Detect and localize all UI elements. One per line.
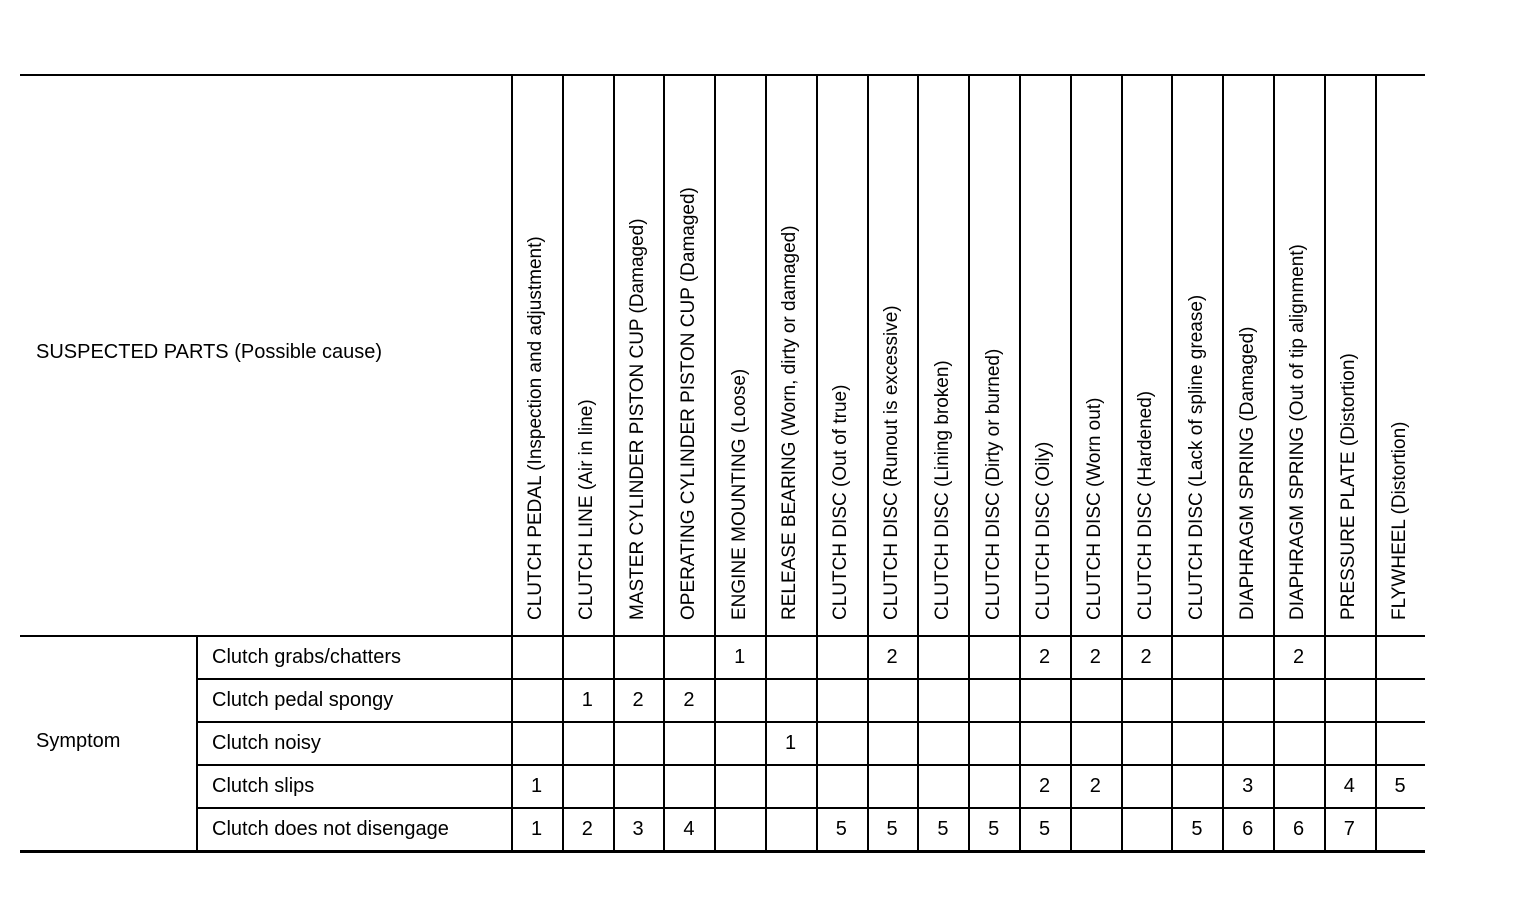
table-cell-value: 4	[1343, 774, 1355, 797]
table-cell-value: 5	[1394, 774, 1406, 797]
table-cell-value: 2	[1140, 645, 1152, 668]
column-divider	[1222, 74, 1224, 851]
column-divider	[968, 74, 970, 851]
column-header: RELEASE BEARING (Worn, dirty or damaged)	[779, 225, 801, 620]
header-bottom-border	[20, 635, 1425, 637]
table-cell-value: 3	[1242, 774, 1254, 797]
column-divider	[562, 74, 564, 851]
symptom-group-label: Symptom	[36, 730, 121, 752]
table-cell-value: 2	[683, 688, 695, 711]
column-divider	[511, 74, 513, 851]
column-header: DIAPHRAGM SPRING (Damaged)	[1236, 326, 1258, 620]
column-header: OPERATING CYLINDER PISTON CUP (Damaged)	[677, 187, 699, 620]
table-cell-value: 5	[988, 818, 1000, 840]
table-cell-value: 5	[835, 818, 847, 840]
table-cell-value: 2	[1089, 645, 1101, 668]
column-divider	[714, 74, 716, 851]
column-header: CLUTCH PEDAL (Inspection and adjustment)	[525, 236, 547, 620]
table-cell-value: 5	[886, 818, 898, 840]
symptom-label: Clutch does not disengage	[212, 818, 449, 840]
column-divider	[917, 74, 919, 851]
table-cell-value: 1	[784, 731, 797, 754]
column-divider	[1070, 74, 1072, 851]
table-top-border	[20, 74, 1425, 76]
table-cell-value: 1	[530, 818, 543, 840]
column-divider	[613, 74, 615, 851]
symptom-column-divider	[196, 635, 198, 851]
row-divider	[196, 721, 1425, 723]
table-cell-value: 2	[1038, 645, 1051, 668]
column-header: CLUTCH DISC (Oily)	[1033, 441, 1055, 620]
table-cell-value: 1	[734, 645, 746, 668]
column-divider	[1273, 74, 1275, 851]
column-header: CLUTCH DISC (Lack of spline grease)	[1185, 294, 1207, 620]
table-cell-value: 1	[581, 688, 593, 711]
column-header: FLYWHEEL (Distortion)	[1389, 421, 1410, 620]
table-cell-value: 2	[1038, 774, 1051, 797]
column-header: CLUTCH LINE (Air in line)	[576, 399, 598, 620]
column-header: DIAPHRAGM SPRING (Out of tip alignment)	[1287, 244, 1309, 620]
column-divider	[663, 74, 665, 851]
column-header: CLUTCH DISC (Runout is excessive)	[881, 305, 902, 620]
symptom-label: Clutch pedal spongy	[212, 688, 394, 711]
table-bottom-border	[20, 850, 1425, 853]
table-cell-value: 6	[1242, 818, 1254, 840]
row-divider	[196, 678, 1425, 680]
suspected-parts-header: SUSPECTED PARTS (Possible cause)	[36, 341, 383, 363]
table-cell-value: 6	[1292, 818, 1305, 840]
table-cell-value: 1	[530, 774, 543, 797]
symptom-label: Clutch grabs/chatters	[212, 645, 401, 668]
table-cell-value: 3	[632, 818, 644, 840]
symptom-label: Clutch slips	[212, 774, 315, 797]
table-cell-value: 5	[937, 818, 949, 840]
row-divider	[196, 807, 1425, 809]
column-divider	[1019, 74, 1021, 851]
column-header: CLUTCH DISC (Lining broken)	[931, 360, 953, 620]
column-divider	[1324, 74, 1326, 851]
column-header: PRESSURE PLATE (Distortion)	[1338, 353, 1360, 620]
column-header: CLUTCH DISC (Out of true)	[830, 384, 852, 620]
table-cell-value: 2	[632, 688, 644, 711]
column-header: CLUTCH DISC (Worn out)	[1084, 397, 1106, 620]
table-cell-value: 5	[1191, 818, 1203, 840]
table-cell-value: 7	[1343, 818, 1355, 840]
column-header: CLUTCH DISC (Hardened)	[1135, 390, 1156, 620]
row-divider	[196, 764, 1425, 766]
column-header: CLUTCH DISC (Dirty or burned)	[982, 348, 1004, 620]
table-cell-value: 4	[683, 818, 695, 840]
column-header: MASTER CYLINDER PISTON CUP (Damaged)	[627, 218, 648, 620]
table-cell-value: 2	[1292, 645, 1305, 668]
column-divider	[1375, 74, 1377, 851]
table-cell-value: 2	[581, 818, 593, 840]
symptom-label: Clutch noisy	[212, 731, 321, 754]
column-divider	[816, 74, 818, 851]
column-divider	[1121, 74, 1123, 851]
column-divider	[867, 74, 869, 851]
column-header: ENGINE MOUNTING (Loose)	[728, 368, 750, 620]
column-divider	[1171, 74, 1173, 851]
table-cell-value: 5	[1038, 818, 1051, 840]
table-cell-value: 2	[886, 645, 898, 668]
table-cell-value: 2	[1089, 774, 1101, 797]
